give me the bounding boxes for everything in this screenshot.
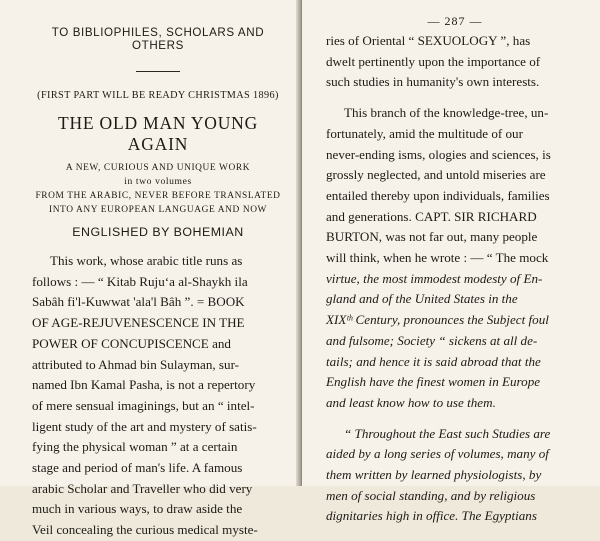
- divider-rule: [136, 71, 180, 72]
- text-line: Sabâh fi'l-Kuwwat 'ala'l Bâh ”. = BOOK: [32, 294, 245, 310]
- left-page: [0, 0, 300, 538]
- text-line: follows : — “ Kitab Rujuʻa al-Shaykh ila: [32, 273, 248, 289]
- paragraph-gap: [326, 93, 584, 103]
- subtitle-line: FROM THE ARABIC, NEVER BEFORE TRANSLATED: [35, 191, 281, 201]
- text-line: ries of Oriental “ SEXUOLOGY ”, has: [326, 33, 531, 48]
- text-line: XIXᵗʰ Century, pronounces the Subject foul: [326, 312, 549, 328]
- running-head: TO BIBLIOPHILES, SCHOLARS AND OTHERS: [51, 26, 265, 52]
- text-line: fortunately, amid the multitude of our: [326, 125, 523, 141]
- text-line: named Ibn Kamal Pasha, is not a repertory: [32, 377, 256, 393]
- text-line: POWER OF CONCUPISCENCE and: [32, 335, 231, 351]
- text-line: never-ending isms, ologies and sciences, is: [326, 146, 551, 162]
- right-page: [302, 0, 600, 524]
- right-body-text: [326, 31, 584, 527]
- subtitle-line: in two volumes: [124, 176, 192, 187]
- page-number: — 287 —: [427, 14, 483, 28]
- text-line: fying the physical woman ” at a certain: [32, 439, 238, 455]
- book-title: THE OLD MAN YOUNG AGAIN: [57, 113, 259, 154]
- text-line: much in various ways, to draw aside the: [32, 501, 243, 517]
- text-line: OF AGE-REJUVENESCENCE IN THE: [32, 315, 245, 331]
- text-line: aided by a long series of volumes, many of: [326, 446, 549, 462]
- text-line: BURTON, was not far out, many people: [326, 229, 538, 245]
- text-line: of mere sensual imaginings, but an “ intel-: [32, 397, 255, 413]
- paragraph-gap: [326, 414, 584, 424]
- subtitle-line: A NEW, CURIOUS AND UNIQUE WORK: [65, 163, 251, 173]
- text-line: “ Throughout the East such Studies are: [344, 425, 551, 441]
- text-line: stage and period of man's life. A famous: [32, 460, 243, 476]
- text-line: and generations. CAPT. SIR RICHARD: [326, 208, 537, 224]
- text-line: grossly neglected, and untold miseries are: [326, 167, 546, 183]
- text-line: gland and of the United States in the: [326, 291, 518, 307]
- text-line: Veil concealing the curious medical myste-: [32, 522, 258, 538]
- publication-note: (FIRST PART WILL BE READY CHRISTMAS 1896): [37, 90, 279, 101]
- text-line: and fulsome; Society “ sickens at all de-: [326, 332, 538, 348]
- text-line: will think, when he wrote : — “ The mock: [326, 250, 549, 266]
- text-line: entailed thereby upon individuals, families: [326, 187, 550, 203]
- text-line: and least know how to use them.: [326, 394, 496, 410]
- left-body-text: [32, 251, 284, 541]
- text-line: virtue, the most immodest modesty of En-: [326, 270, 543, 286]
- text-line: dignitaries high in office. The Egyptians: [326, 508, 537, 524]
- text-line: ligent study of the art and mystery of satis-: [32, 418, 257, 434]
- text-line: English have the finest women in Europe: [326, 374, 541, 390]
- text-line: men of social standing, and by religious: [326, 487, 536, 503]
- text-line: such studies in humanity's own interests.: [326, 74, 540, 90]
- text-line: them written by learned physiologists, by: [326, 467, 542, 483]
- translator-credit: ENGLISHED BY BOHEMIAN: [72, 225, 244, 239]
- text-line: arabic Scholar and Traveller who did very: [32, 480, 253, 496]
- text-line: This work, whose arabic title runs as: [50, 253, 243, 268]
- subtitle-line: INTO ANY EUROPEAN LANGUAGE AND NOW: [48, 205, 268, 215]
- text-line: dwelt pertinently upon the importance of: [326, 53, 541, 69]
- text-line: attributed to Ahmad bin Sulayman, sur-: [32, 356, 240, 372]
- text-line: tails; and hence it is said abroad that the: [326, 353, 541, 369]
- text-line: This branch of the knowledge-tree, un-: [344, 105, 549, 121]
